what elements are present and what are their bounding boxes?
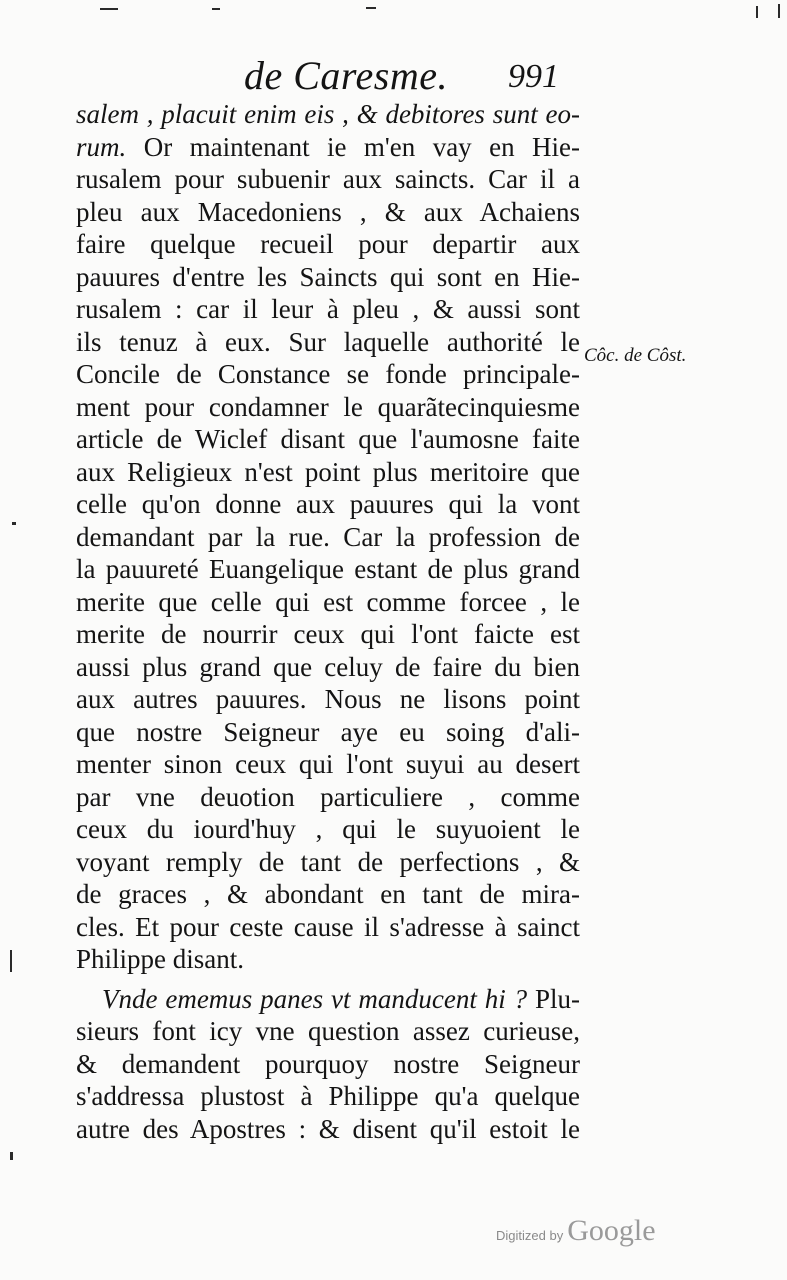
text-line (76, 423, 580, 456)
scan-mark-top-3 (366, 7, 376, 9)
scan-mark-left-1 (12, 522, 16, 525)
watermark-prefix: Digitized by (496, 1228, 564, 1243)
text-segment: de graces , & abondant en tant de mira- (76, 879, 580, 909)
text-segment: pauures d'entre les Saincts qui sont en Hie- (76, 261, 580, 292)
watermark-brand: Google (567, 1214, 656, 1247)
text-segment: Plu- (527, 983, 580, 1014)
text-segment: cles. Et pour ceste cause il s'adresse à sainct (76, 911, 580, 942)
running-title: de Caresme. (244, 53, 448, 98)
text-line (76, 391, 580, 424)
text-segment: ceux du iourd'huy , qui le suyuoient le (76, 814, 580, 844)
text-segment: pleu aux Macedoniens , & aux Achaiens (76, 196, 580, 227)
text-segment: rusalem pour subuenir aux saincts. Car il a (76, 164, 580, 194)
text-segment: demandant par la rue. Car la profession de (76, 521, 580, 552)
google-watermark (496, 1214, 656, 1248)
scan-mark-left-3 (10, 1152, 13, 1160)
body-text (76, 98, 580, 1145)
text-segment: faire quelque recueil pour departir aux (76, 229, 580, 259)
scan-mark-top-2 (212, 8, 220, 10)
text-line (76, 553, 580, 586)
text-segment: & demandent pourquoy nostre Seigneur (76, 1048, 580, 1079)
text-segment: sieurs font icy vne question assez curieuse, (76, 1016, 580, 1046)
text-line (76, 651, 580, 684)
scan-mark-top-4 (756, 6, 758, 18)
margin-note: Côc. de Côst. (584, 345, 687, 366)
text-line (76, 813, 580, 846)
text-line (76, 293, 580, 326)
text-segment: Philippe disant. (76, 944, 244, 974)
text-line (76, 261, 580, 294)
text-line (76, 521, 580, 554)
text-line (76, 1113, 580, 1146)
text-segment: Concile de Constance se fonde principale- (76, 359, 580, 389)
text-line (76, 983, 580, 1016)
scan-mark-top-5 (778, 4, 780, 18)
text-segment: menter sinon ceux qui l'ont suyui au desert (76, 749, 580, 779)
text-segment: merite que celle qui est comme forcee , le (76, 586, 580, 617)
text-line (76, 878, 580, 911)
text-line (76, 196, 580, 229)
text-segment: aussi plus grand que celuy de faire du bien (76, 651, 580, 682)
text-segment: article de Wiclef disant que l'aumosne faite (76, 424, 580, 454)
text-line (76, 326, 580, 359)
scan-mark-left-2 (10, 950, 12, 972)
text-segment: merite de nourrir ceux qui l'ont faicte est (76, 619, 580, 649)
text-segment: celle qu'on donne aux pauures qui la vont (76, 489, 580, 519)
text-segment: rum. (76, 131, 127, 162)
text-line (76, 228, 580, 261)
text-line (76, 586, 580, 619)
text-segment: aux autres pauures. Nous ne lisons point (76, 684, 580, 714)
text-line (76, 131, 580, 164)
text-segment: aux Religieux n'est point plus meritoire que (76, 456, 580, 487)
text-segment: par vne deuotion particuliere , comme (76, 781, 580, 812)
text-line (76, 748, 580, 781)
page-header (0, 52, 787, 102)
text-segment: ils tenuz à eux. Sur laquelle authorité le (76, 326, 580, 357)
text-line (76, 683, 580, 716)
text-segment: que nostre Seigneur aye eu soing d'ali- (76, 716, 580, 747)
text-line (76, 618, 580, 651)
text-line (76, 358, 580, 391)
scan-mark-top-1 (100, 8, 118, 10)
text-segment: Vnde ememus panes vt manducent hi ? (102, 983, 528, 1014)
text-line (76, 488, 580, 521)
text-line (76, 163, 580, 196)
text-line (76, 98, 580, 131)
text-segment: rusalem : car il leur à pleu , & aussi sont (76, 294, 580, 324)
text-segment: s'addressa plustost à Philippe qu'a quelque (76, 1081, 580, 1111)
text-line (76, 456, 580, 489)
text-segment: autre des Apostres : & disent qu'il estoit le (76, 1113, 580, 1144)
text-line (76, 911, 580, 944)
text-line (76, 1080, 580, 1113)
text-segment: ment pour condamner le quarãtecinquiesme (76, 391, 580, 422)
text-segment: salem , placuit enim eis , & debitores sunt eo- (76, 99, 580, 129)
text-line (76, 1015, 580, 1048)
text-line (76, 716, 580, 749)
text-segment: voyant remply de tant de perfections , & (76, 846, 580, 877)
text-segment: Or maintenant ie m'en vay en Hie- (126, 131, 580, 162)
text-segment: la pauureté Euangelique estant de plus grand (76, 554, 580, 584)
text-line (76, 846, 580, 879)
text-line (76, 1048, 580, 1081)
text-line (76, 943, 580, 976)
text-line (76, 781, 580, 814)
page-number: 991 (508, 58, 559, 95)
